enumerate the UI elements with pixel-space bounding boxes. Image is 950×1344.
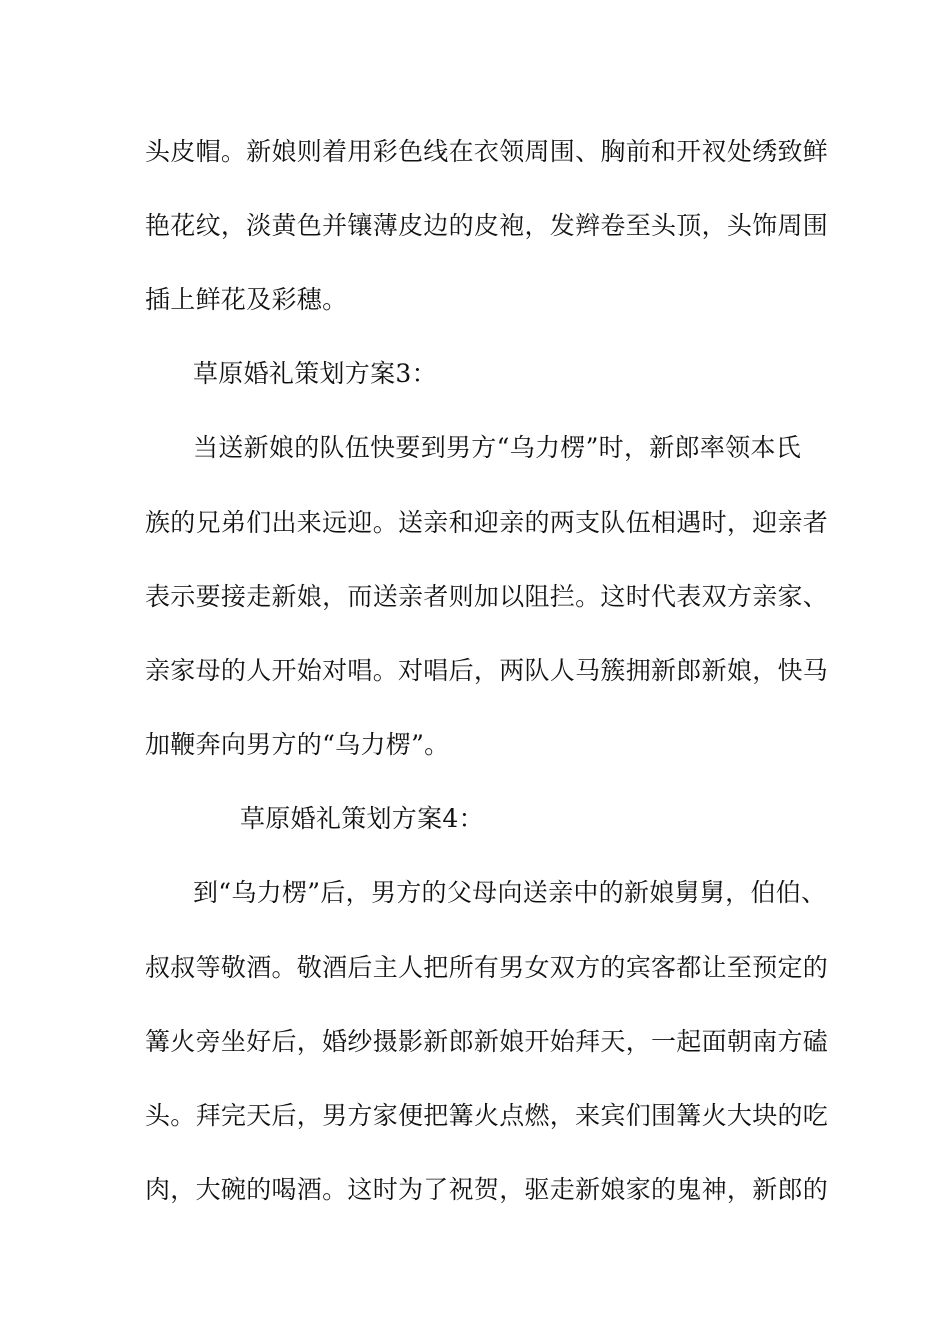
text-line: 亲家母的人开始对唱。对唱后，两队人马簇拥新郎新娘，快马 bbox=[145, 656, 829, 685]
text-line: 插上鲜花及彩穗。 bbox=[145, 285, 348, 314]
text-line: 族的兄弟们出来远迎。送亲和迎亲的两支队伍相遇时，迎亲者 bbox=[145, 508, 829, 537]
text-line: 叔叔等敬酒。敬酒后主人把所有男女双方的宾客都让至预定的 bbox=[145, 953, 829, 982]
text-line: 表示要接走新娘，而送亲者则加以阻拦。这时代表双方亲家、 bbox=[145, 582, 829, 611]
text-line: 头。拜完天后，男方家便把篝火点燃，来宾们围篝火大块的吃 bbox=[145, 1101, 829, 1130]
text-line: 当送新娘的队伍快要到男方“乌力楞”时，新郎率领本氏 bbox=[193, 433, 802, 462]
text-line: 加鞭奔向男方的“乌力楞”。 bbox=[145, 730, 450, 759]
text-line: 到“乌力楞”后，男方的父母向送亲中的新娘舅舅，伯伯、 bbox=[193, 878, 827, 907]
section-heading: 草原婚礼策划方案3： bbox=[193, 359, 437, 388]
text-line: 篝火旁坐好后，婚纱摄影新郎新娘开始拜天，一起面朝南方磕 bbox=[145, 1027, 829, 1056]
section-heading: 草原婚礼策划方案4： bbox=[240, 804, 484, 833]
text-line: 头皮帽。新娘则着用彩色线在衣领周围、胸前和开衩处绣致鲜 bbox=[145, 137, 829, 166]
text-line: 艳花纹，淡黄色并镶薄皮边的皮袍，发辫卷至头顶，头饰周围 bbox=[145, 211, 829, 240]
text-line: 肉，大碗的喝酒。这时为了祝贺，驱走新娘家的鬼神，新郎的 bbox=[145, 1175, 829, 1204]
